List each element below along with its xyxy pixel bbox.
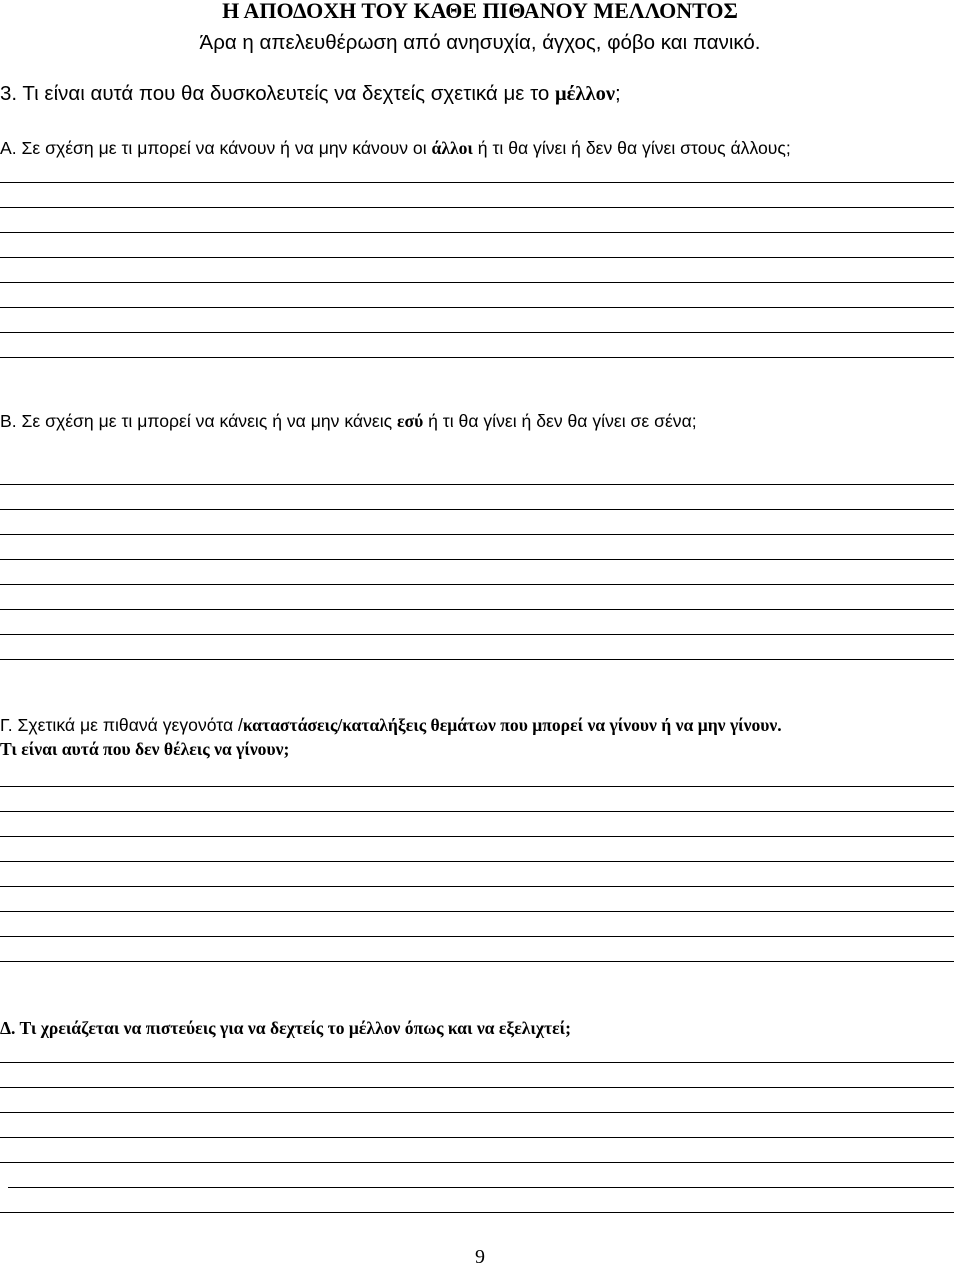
section-d-answer-line[interactable] — [8, 1187, 954, 1188]
section-g-prompt — [0, 713, 782, 737]
section-g-before: Γ. Σχετικά με πιθανά γεγονότα / — [0, 715, 243, 735]
section-a-before: Α. Σε σχέση με τι μπορεί να κάνουν ή να μην κάνουν οι — [0, 138, 432, 158]
section-a-after: ή τι θα γίνει ή δεν θα γίνει στους άλλους; — [472, 138, 791, 158]
section-g-prompt-line2: Τι είναι αυτά που δεν θέλεις να γίνουν; — [0, 739, 290, 759]
section-g-answer-line[interactable] — [0, 861, 954, 862]
page-subtitle: Άρα η απελευθέρωση από ανησυχία, άγχος, φόβο και πανικό. — [199, 31, 761, 54]
section-g-answer-line[interactable] — [0, 911, 954, 912]
section-a-answer-line[interactable] — [0, 282, 954, 283]
section-a-answer-line[interactable] — [0, 207, 954, 208]
section-b-bold: εσύ — [397, 411, 424, 431]
question-3-text: 3. Τι είναι αυτά που θα δυσκολευτείς να δεχτείς σχετικά με το — [0, 82, 556, 105]
section-a-bold: άλλοι — [431, 138, 473, 158]
section-b-after: ή τι θα γίνει ή δεν θα γίνει σε σένα; — [423, 411, 697, 431]
question-3 — [0, 82, 621, 106]
question-3-end: ; — [614, 82, 621, 105]
section-b-answer-line[interactable] — [0, 634, 954, 635]
section-d-answer-line[interactable] — [0, 1087, 954, 1088]
question-3-bold: μέλλον — [555, 83, 615, 105]
page-number: 9 — [475, 1246, 485, 1268]
section-g-answer-line[interactable] — [0, 811, 954, 812]
section-g-answer-line[interactable] — [0, 936, 954, 937]
section-a-prompt — [0, 136, 791, 160]
section-a-answer-line[interactable] — [0, 332, 954, 333]
section-a-answer-line[interactable] — [0, 257, 954, 258]
section-b-before: Β. Σε σχέση με τι μπορεί να κάνεις ή να μην κάνεις — [0, 411, 397, 431]
section-g-answer-line[interactable] — [0, 886, 954, 887]
section-g-answer-line[interactable] — [0, 836, 954, 837]
section-a-answer-line[interactable] — [0, 232, 954, 233]
section-b-answer-line[interactable] — [0, 609, 954, 610]
section-d-answer-line[interactable] — [0, 1162, 954, 1163]
section-d-answer-line[interactable] — [0, 1137, 954, 1138]
section-d-answer-line[interactable] — [0, 1212, 954, 1213]
section-b-answer-line[interactable] — [0, 659, 954, 660]
section-d-answer-line[interactable] — [0, 1112, 954, 1113]
section-a-answer-line[interactable] — [0, 182, 954, 183]
section-g-answer-line[interactable] — [0, 786, 954, 787]
section-b-answer-line[interactable] — [0, 484, 954, 485]
section-a-answer-line[interactable] — [0, 307, 954, 308]
section-b-prompt — [0, 409, 697, 433]
page-title: Η ΑΠΟΔΟΧΗ ΤΟΥ ΚΑΘΕ ΠΙΘΑΝΟΥ ΜΕΛΛΟΝΤΟΣ — [222, 0, 738, 23]
section-a-answer-line[interactable] — [0, 357, 954, 358]
section-b-answer-line[interactable] — [0, 584, 954, 585]
section-g-answer-line[interactable] — [0, 961, 954, 962]
section-b-answer-line[interactable] — [0, 559, 954, 560]
section-b-answer-line[interactable] — [0, 509, 954, 510]
section-d-answer-line[interactable] — [0, 1062, 954, 1063]
section-d-prompt: Δ. Τι χρειάζεται να πιστεύεις για να δεχτείς το μέλλον όπως και να εξελιχτεί; — [0, 1018, 571, 1038]
section-g-bold: καταστάσεις/καταλήξεις θεμάτων που μπορεί να γίνουν ή να μην γίνουν. — [242, 715, 782, 735]
section-b-answer-line[interactable] — [0, 534, 954, 535]
